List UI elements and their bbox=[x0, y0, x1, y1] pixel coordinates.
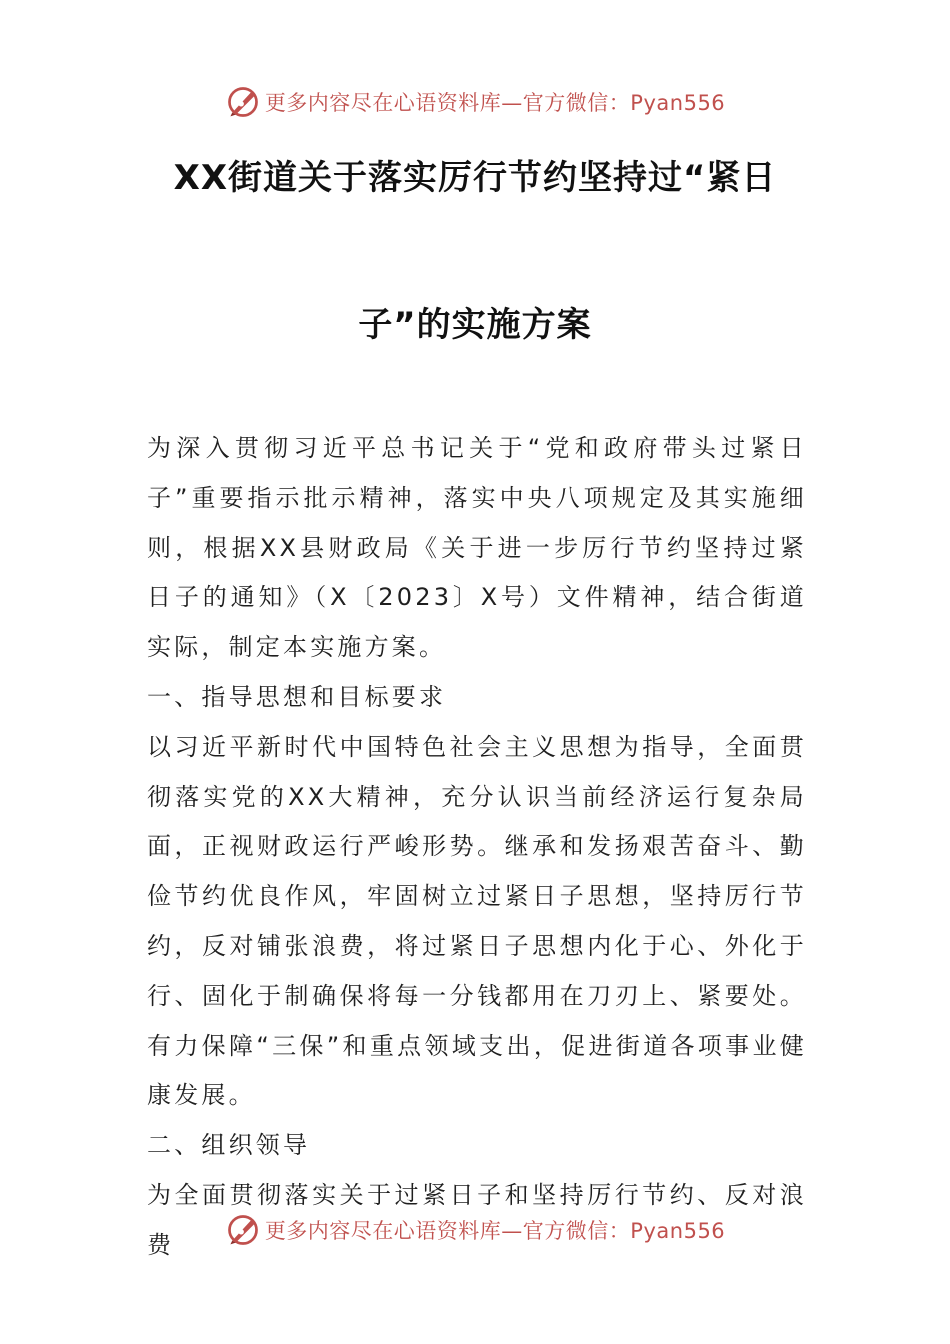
watermark-text: 更多内容尽在心语资料库—官方微信：Pyan556 bbox=[264, 1219, 726, 1243]
document-title-line2: 子”的实施方案 bbox=[358, 305, 592, 345]
document-body bbox=[147, 424, 807, 1271]
pen-logo-icon bbox=[225, 84, 261, 120]
pen-logo-icon bbox=[225, 1212, 261, 1248]
watermark-footer bbox=[0, 1210, 950, 1250]
body-paragraph: 为深入贯彻习近平总书记关于“党和政府带头过紧日子”重要指示批示精神，落实中央八项规定及其实施细则，根据XX县财政局《关于进一步厉行节约坚持过紧日子的通知》（X〔2023〕X号）文件精神，结合街道实际，制定本实施方案。 bbox=[147, 434, 807, 662]
section-heading: 二、组织领导 bbox=[147, 1131, 311, 1160]
document-title-line1: XX街道关于落实厉行节约坚持过“紧日 bbox=[173, 158, 777, 198]
watermark-text: 更多内容尽在心语资料库—官方微信：Pyan556 bbox=[264, 91, 726, 115]
body-paragraph: 为全面贯彻落实关于过紧日子和坚持厉行节约、反对浪费 bbox=[147, 1180, 807, 1259]
body-paragraph: 以习近平新时代中国特色社会主义思想为指导，全面贯彻落实党的XX大精神，充分认识当前经济运行复杂局面，正视财政运行严峻形势。继承和发扬艰苦奋斗、勤俭节约优良作风，牢固树立过紧日子思想，坚持厉行节约，反对铺张浪费，将过紧日子思想内化于心、外化于行、固化于制确保将每一分钱都用在刀刃上、紧要处。有力保障“三保”和重点领域支出，促进街道各项事业健康发展。 bbox=[147, 732, 807, 1110]
watermark-header bbox=[0, 82, 950, 122]
section-heading: 一、指导思想和目标要求 bbox=[147, 682, 447, 711]
